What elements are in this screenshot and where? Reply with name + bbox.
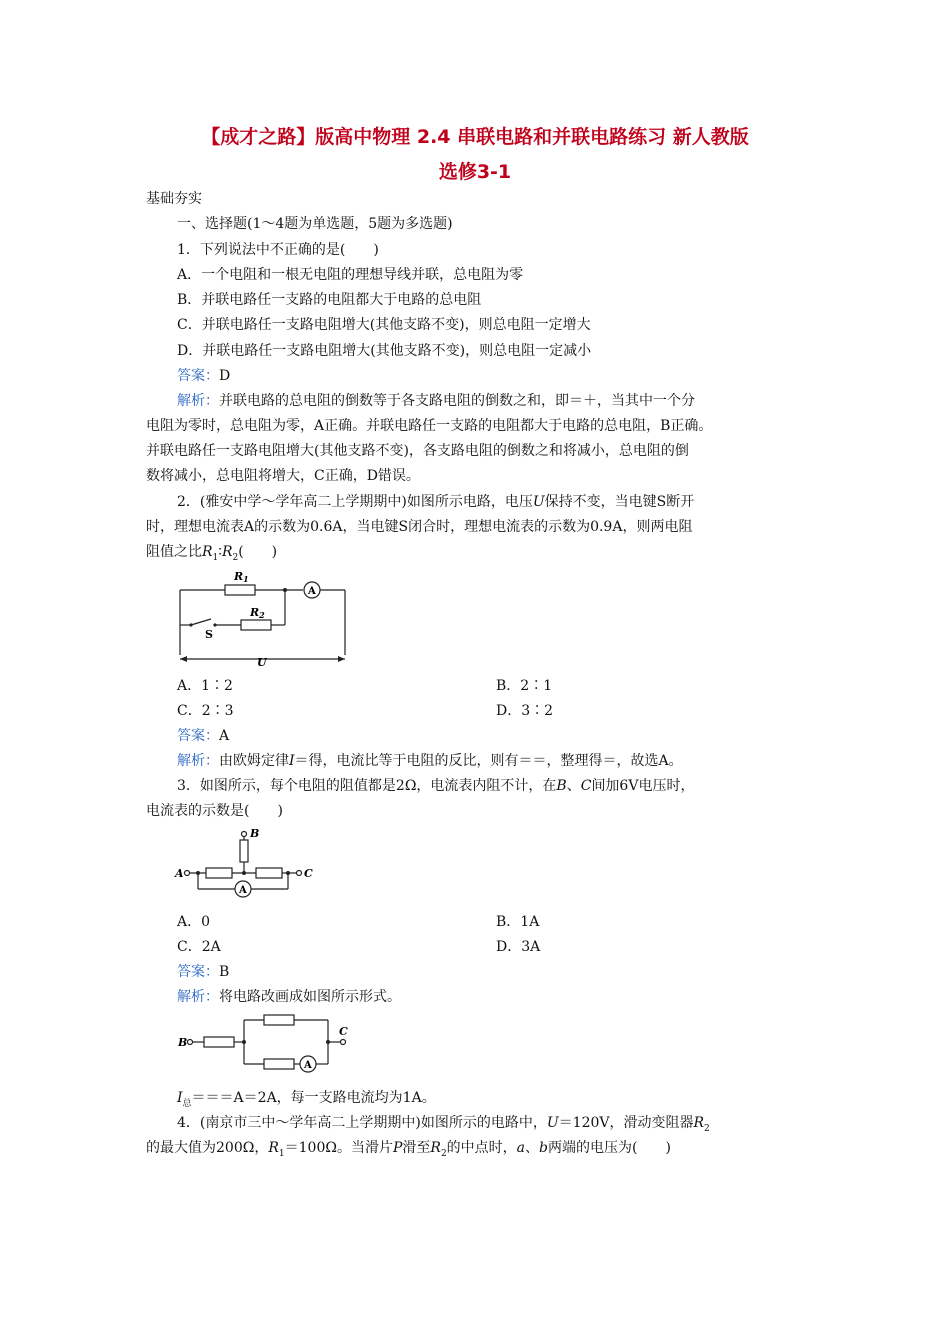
q3-option-a: A．0	[177, 914, 211, 930]
q3-calc	[177, 1088, 436, 1114]
ammeter-label: A	[308, 586, 316, 597]
analysis-label: 解析：	[177, 393, 219, 409]
q4-stem-text: 4．(南京市三中～学年高二上学期期中)如图所示的电路中，	[177, 1115, 547, 1131]
q1-analysis-1	[177, 391, 695, 411]
q3-option-c: C．2A	[177, 939, 221, 955]
q2-stem-1	[177, 492, 694, 512]
ammeter-label: A	[304, 1060, 312, 1071]
var-r: R	[430, 1140, 441, 1156]
sub: 总	[182, 1098, 192, 1109]
sub: 1	[278, 1148, 285, 1159]
var-r: R	[202, 544, 213, 560]
node-c-label: C	[304, 867, 313, 880]
var-i: I	[289, 753, 295, 769]
q2-option-c: C．2∶3	[177, 703, 234, 719]
var-r: R	[693, 1115, 705, 1131]
var-a: a	[516, 1140, 526, 1156]
r2-label	[249, 606, 265, 620]
q4-stem-text: 的中点时，	[446, 1140, 517, 1156]
var-u: U	[532, 494, 545, 510]
node-b-label: B	[250, 827, 260, 840]
q3-stem-1	[177, 776, 694, 796]
r-sub: 1	[243, 574, 249, 584]
part-heading: 一、选择题(1～4题为单选题，5题为多选题)	[177, 216, 453, 232]
var-u: U	[546, 1115, 559, 1131]
q4-stem-text: ＝100Ω。当滑片	[284, 1140, 393, 1156]
answer-label: 答案：	[177, 728, 219, 744]
var-p: P	[392, 1140, 403, 1156]
q2-stem-text: 2．(雅安中学～学年高二上学期期中)如图所示电路，电压	[177, 494, 533, 510]
q2-stem-3	[146, 542, 277, 568]
q1-analysis-4: 数将减小，总电阻将增大，C正确，D错误。	[146, 468, 420, 484]
q3-stem-text: 3．如图所示，每个电阻的阻值都是2Ω，电流表内阻不计，在	[177, 778, 557, 794]
q3-circuit-figure	[175, 826, 318, 906]
sep: 、	[525, 1140, 540, 1156]
r1-label	[233, 570, 249, 584]
analysis-text: 并联电路的总电阻的倒数等于各支路电阻的倒数之和，即＝＋，当其中一个分	[219, 393, 695, 409]
q2-option-d: D．3∶2	[496, 703, 554, 719]
answer-value: A	[219, 728, 230, 744]
q3-answer	[177, 962, 229, 982]
var-r: R	[268, 1140, 279, 1156]
q1-stem: 1．下列说法中不正确的是( )	[177, 242, 379, 258]
q4-stem-text: ＝120V，滑动变阻器	[558, 1115, 694, 1131]
paren: ( )	[238, 544, 278, 560]
var-r: R	[221, 544, 233, 560]
switch-label: S	[205, 628, 213, 641]
q1-answer	[177, 366, 230, 386]
sub: 2	[232, 552, 239, 563]
sub: 2	[704, 1123, 710, 1134]
r-letter: R	[234, 570, 244, 583]
r-letter: R	[250, 606, 260, 619]
q1-analysis-3: 并联电路任一支路电阻增大(其他支路不变)，各支路电阻的倒数之和将减小，总电阻的倒	[146, 443, 689, 459]
q2-analysis	[177, 751, 683, 771]
q1-analysis-2: 电阻为零时，总电阻为零，A正确。并联电路任一支路的电阻都大于电路的总电阻，B正确。	[146, 418, 713, 434]
var-i: I	[177, 1090, 183, 1106]
q4-stem-text: 两端的电压为( )	[548, 1140, 671, 1156]
q3-stem-text: 、	[566, 778, 581, 794]
sub: 1	[212, 552, 219, 563]
analysis-text: 由欧姆定律	[219, 753, 289, 769]
doc-title-line2: 选修3-1	[438, 161, 512, 183]
var-b: b	[539, 1140, 548, 1156]
var-b: B	[556, 778, 567, 794]
voltage-label: U	[257, 656, 267, 669]
q4-stem-2	[146, 1138, 671, 1164]
section-heading: 基础夯实	[146, 191, 202, 207]
q4-stem-1	[177, 1113, 710, 1139]
node-c-label: C	[339, 1025, 348, 1038]
q2-stem-text: 保持不变，当电键S断开	[544, 494, 695, 510]
answer-value: D	[219, 368, 231, 384]
q2-stem-text: 阻值之比	[146, 544, 202, 560]
q3-redrawn-circuit-figure	[178, 1012, 358, 1082]
analysis-label: 解析：	[177, 753, 219, 769]
ratio-sep: ∶	[218, 544, 222, 560]
r-sub: 2	[259, 610, 265, 620]
q3-stem-2: 电流表的示数是( )	[146, 803, 283, 819]
q4-stem-text: 的最大值为200Ω，	[146, 1140, 269, 1156]
analysis-text: ＝得，电流比等于电阻的反比，则有＝＝，整理得＝，故选A。	[294, 753, 683, 769]
answer-label: 答案：	[177, 964, 219, 980]
q2-option-a: A．1∶2	[177, 678, 233, 694]
sub: 2	[440, 1148, 447, 1159]
node-b-label: B	[178, 1036, 188, 1049]
q1-option-c: C．并联电路任一支路电阻增大(其他支路不变)，则总电阻一定增大	[177, 317, 591, 333]
q1-option-a: A．一个电阻和一根无电阻的理想导线并联，总电阻为零	[177, 267, 524, 283]
answer-value: B	[219, 964, 230, 980]
analysis-label: 解析：	[177, 989, 219, 1005]
q3-analysis	[177, 987, 401, 1007]
q2-stem-2: 时，理想电流表A的示数为0.6A，当电键S闭合时，理想电流表的示数为0.9A，则两电阻	[146, 519, 693, 535]
calc-text: ＝＝＝A＝2A，每一支路电流均为1A。	[191, 1090, 436, 1106]
q4-stem-text: 滑至	[402, 1140, 431, 1156]
node-a-label: A	[175, 867, 184, 880]
answer-label: 答案：	[177, 368, 219, 384]
q3-stem-text: 间加6V电压时，	[591, 778, 695, 794]
analysis-text: 将电路改画成如图所示形式。	[219, 989, 401, 1005]
ammeter-label: A	[239, 885, 247, 896]
q1-option-d: D．并联电路任一支路电阻增大(其他支路不变)，则总电阻一定减小	[177, 343, 592, 359]
q3-option-b: B．1A	[496, 914, 540, 930]
doc-title-line1: 【成才之路】版高中物理 2.4 串联电路和并联电路练习 新人教版	[201, 126, 749, 148]
var-c: C	[580, 778, 592, 794]
q2-circuit-figure	[175, 568, 355, 668]
q2-option-b: B．2∶1	[496, 678, 553, 694]
q1-option-b: B．并联电路任一支路的电阻都大于电路的总电阻	[177, 292, 482, 308]
q3-option-d: D．3A	[496, 939, 541, 955]
q2-answer	[177, 726, 229, 746]
